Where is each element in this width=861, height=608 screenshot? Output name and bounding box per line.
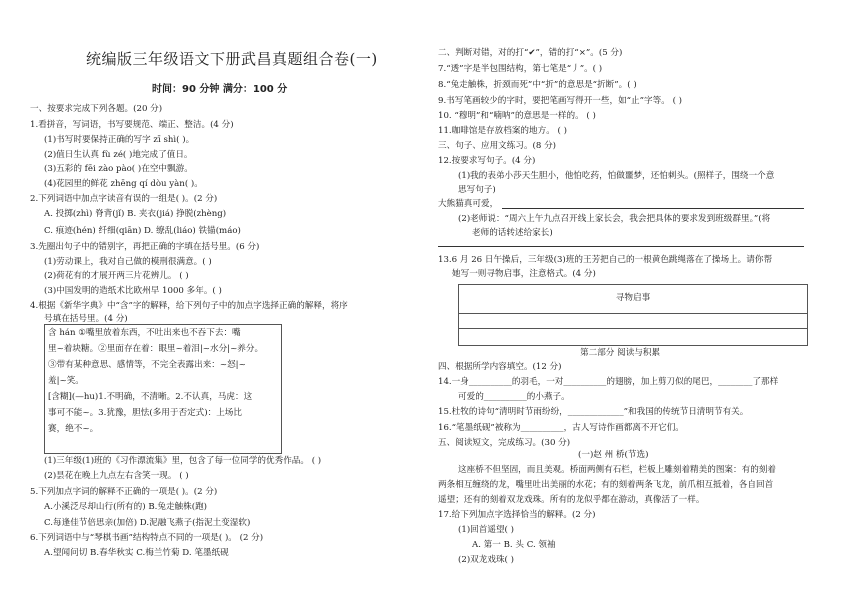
notice-table-heading: 寻物启事 <box>615 293 651 303</box>
answer-line <box>438 246 804 247</box>
section-heading: 二、判断对错，对的打“✔”，错的打“×”。(5 分) <box>438 48 623 58</box>
question-line: 7.“透”字是半包围结构，第七笔是“丿”。( ) <box>438 64 603 74</box>
question-line: 11.咖啡馆是存放档案的地方。 ( ) <box>438 126 567 136</box>
section-heading: 五、阅读短文，完成练习。(30 分) <box>438 438 571 448</box>
dict-line: 赛，绝不~。 <box>48 424 99 434</box>
question-line: C.每逢佳节倍思亲(加倍) D.泥融飞燕子(指泥土变湿软) <box>44 518 251 528</box>
question-line: 14.一身__________的羽毛，一对__________的翅膀，加上剪刀似的尾巴，________了那样 <box>438 377 779 387</box>
question-line: (4)花园里的鲜花 zhēng qí dòu yàn( )。 <box>44 179 203 189</box>
question-line: 13.6 月 26 日午操后，三年级(3)班的王芳把自己的一根黄色跳绳落在了操场上。请你帮 <box>438 255 773 265</box>
part-heading: 第二部分 阅读与积累 <box>580 348 661 358</box>
question-line: 16.“笔墨纸砚”被称为__________，古人写诗作画都离不开它们。 <box>438 423 684 433</box>
question-line: (2)值日生认真 fù zé( )地完成了值日。 <box>44 150 193 160</box>
section-heading: 三、句子、应用文练习。(8 分) <box>438 141 557 151</box>
question-line: 她写一则寻物启事，注意格式。(4 分) <box>452 269 596 279</box>
question-line: 17.给下列加点字选择恰当的解释。(2 分) <box>438 510 596 520</box>
question-line: A.望闻问切 B.春华秋实 C.梅兰竹菊 D. 笔墨纸砚 <box>44 548 229 558</box>
answer-line <box>502 208 804 209</box>
question-line: (1)我的表弟小莎天生胆小，他怕吃药，怕做噩梦，还怕刺头。(照样子，围绕一个意 <box>458 171 775 181</box>
dict-line: 含 hán ①嘴里放着东西，不吐出来也不吞下去：嘴 <box>48 328 241 338</box>
question-line: (2)昙花在晚上九点左右含笑一现。 ( ) <box>44 471 189 481</box>
question-line: (2)双龙戏珠( ) <box>458 555 514 565</box>
section-heading: 一、按要求完成下列各题。(20 分) <box>30 104 163 114</box>
dict-line: [含糊](—hu)1.不明确，不清晰。2.不认真，马虎：这 <box>48 392 253 402</box>
question-line: 6.下列词语中与“琴棋书画”结构特点不同的一项是( )。 (2 分) <box>30 533 264 543</box>
question-line: 12.按要求写句子。(4 分) <box>438 156 536 166</box>
dictionary-entry-box <box>44 324 282 454</box>
question-line: 1.看拼音，写词语，书写要规范、端正、整洁。(4 分) <box>30 120 234 130</box>
question-line: (1)三年级(1)班的《习作漂流集》里，包含了每一位同学的优秀作品。 ( ) <box>44 456 322 466</box>
question-line: 可爱的__________的小燕子。 <box>458 392 570 402</box>
passage-line: 这座桥不但坚固，而且美观。桥面两侧有石栏，栏板上雕刻着精美的图案：有的刻着 <box>458 465 776 475</box>
question-line: (1)劳动课上，我对自己做的模刑很满意。( ) <box>44 257 212 267</box>
question-line: C. 痕迹(hén) 纤细(qiān) D. 缭乱(liáo) 铁锚(máo) <box>44 226 241 236</box>
notice-table-rule <box>459 313 807 314</box>
question-line: 老师的话转述给家长) <box>472 228 553 238</box>
question-line: 5.下列加点字词的解释不正确的一项是( )。(2 分) <box>30 487 218 497</box>
question-line: (2)老师说：“周六上午九点召开线上家长会，我会把具体的要求发到班级群里。”(将 <box>458 214 771 224</box>
question-line: A. 第一 B. 头 C. 领袖 <box>472 540 556 550</box>
passage-line: 遥望；还有的刻着双龙戏珠。所有的龙似乎都在游动，真像活了一样。 <box>438 495 705 505</box>
dict-line: 里~着块糖。②里面存在着：眼里~着泪|~水分|~养分。 <box>48 344 264 354</box>
dict-line: ③带有某种意思、感情等，不完全表露出来：~怒|~ <box>48 360 246 370</box>
dict-line: 羞|~笑。 <box>48 376 84 386</box>
question-line: 8.“兔走触株，折颈而死”中“折”的意思是“折断”。( ) <box>438 80 637 90</box>
question-line: (1)书写时要保持正确的写字 zī shì( )。 <box>44 135 195 145</box>
notice-table-rule <box>459 328 807 329</box>
question-line: A.小溪泛尽却山行(所有的) B.兔走触株(跑) <box>44 502 208 512</box>
passage-line: 两条相互缠绕的龙，嘴里吐出美丽的水花；有的刻着两条飞龙，前爪相互抵着，各自回首 <box>438 480 774 490</box>
question-line: 3.先圈出句子中的错别字，再把正确的字填在括号里。(6 分) <box>30 242 260 252</box>
question-line: 9.书写笔画较少的字时，要把笔画写得开一些，如“止”字等。 ( ) <box>438 96 682 106</box>
section-heading: 四、根据所学内容填空。(12 分) <box>438 362 562 372</box>
dict-line: 事可不能~。3.犹豫，胆怯(多用于否定式)：上场比 <box>48 408 242 418</box>
question-line: 10. “穆明”和“喃呐”的意思是一样的。 ( ) <box>438 111 596 121</box>
question-line: 15.杜牧的诗句“清明时节雨纷纷，_____________”和我国的传统节日清明节有关。 <box>438 407 749 417</box>
question-line: 大熊猫真可爱， <box>438 199 499 209</box>
notice-writing-table <box>458 284 808 346</box>
passage-title: (一)赵 州 桥(节选) <box>578 450 649 460</box>
question-line: (1)回首遥望( ) <box>458 525 514 535</box>
exam-subtitle: 时间：90 分钟 满分：100 分 <box>152 84 288 95</box>
question-line: 4.根据《新华字典》中“含”字的解释，给下列句子中的加点字选择正确的解释，将序 <box>30 301 348 311</box>
question-line: (3)五彩的 fēi zào pào( )在空中飘游。 <box>44 164 193 174</box>
question-line: 思写句子) <box>458 185 496 195</box>
exam-title: 统编版三年级语文下册武昌真题组合卷(一) <box>86 50 378 68</box>
question-line: 2.下列词语中加点字读音有误的一组是( )。(2 分) <box>30 194 218 204</box>
question-line: 号填在括号里。(4 分) <box>44 314 128 324</box>
question-line: (2)荷花有的才展开两三片花辨儿。 ( ) <box>44 271 189 281</box>
question-line: (3)中国发明的造纸术比欧州早 1000 多年。( ) <box>44 286 222 296</box>
question-line: A. 投掷(zhì) 脊背(jǐ) B. 夹衣(jiá) 挣脱(zhèng) <box>44 209 227 219</box>
